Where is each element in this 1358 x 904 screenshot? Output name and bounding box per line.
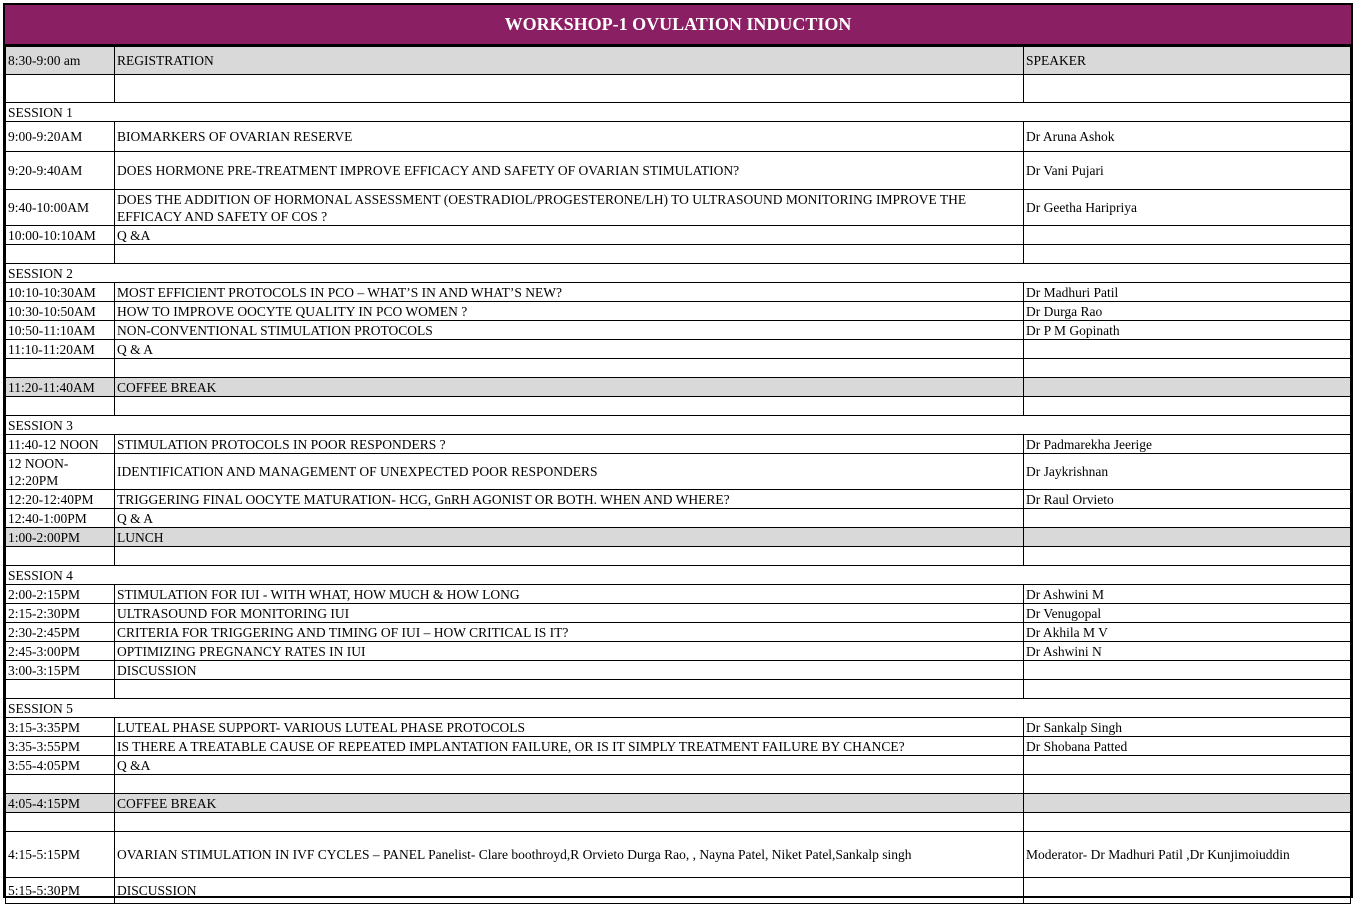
session-row bbox=[6, 416, 1351, 435]
topic-cell: REGISTRATION bbox=[115, 47, 1024, 75]
blank-row bbox=[6, 75, 1351, 103]
topic-cell: MOST EFFICIENT PROTOCOLS IN PCO – WHAT’S IN AND WHAT’S NEW? bbox=[115, 283, 1024, 302]
time-cell: 10:10-10:30AM bbox=[6, 283, 115, 302]
blank-row bbox=[6, 813, 1351, 832]
topic-cell: OVARIAN STIMULATION IN IVF CYCLES – PANEL Panelist- Clare boothroyd,R Orvieto Durga Rao, , Nayna Patel, Niket Patel,Sankalp singh bbox=[115, 832, 1024, 878]
table-row bbox=[6, 490, 1351, 509]
topic-cell: CRITERIA FOR TRIGGERING AND TIMING OF IUI – HOW CRITICAL IS IT? bbox=[115, 623, 1024, 642]
speaker-cell: Dr Vani Pujari bbox=[1024, 152, 1351, 190]
table-row bbox=[6, 340, 1351, 359]
table-row bbox=[6, 642, 1351, 661]
time-cell: 2:15-2:30PM bbox=[6, 604, 115, 623]
time-cell: 3:00-3:15PM bbox=[6, 661, 115, 680]
topic-cell: Q &A bbox=[115, 226, 1024, 245]
session-row bbox=[6, 103, 1351, 122]
table-row bbox=[6, 435, 1351, 454]
time-cell: 11:10-11:20AM bbox=[6, 340, 115, 359]
topic-cell: Q & A bbox=[115, 509, 1024, 528]
schedule-table bbox=[5, 46, 1351, 904]
topic-cell: Q & A bbox=[115, 340, 1024, 359]
speaker-cell: Dr Madhuri Patil bbox=[1024, 283, 1351, 302]
session-label: SESSION 3 bbox=[6, 416, 1351, 435]
time-cell bbox=[6, 547, 115, 566]
speaker-cell bbox=[1024, 878, 1351, 904]
topic-cell bbox=[115, 813, 1024, 832]
topic-cell: DISCUSSION bbox=[115, 878, 1024, 904]
table-row bbox=[6, 152, 1351, 190]
speaker-cell: Dr Ashwini M bbox=[1024, 585, 1351, 604]
topic-cell: STIMULATION FOR IUI - WITH WHAT, HOW MUCH & HOW LONG bbox=[115, 585, 1024, 604]
topic-cell bbox=[115, 547, 1024, 566]
table-row bbox=[6, 190, 1351, 226]
session-row bbox=[6, 264, 1351, 283]
table-row bbox=[6, 454, 1351, 490]
table-row bbox=[6, 302, 1351, 321]
topic-cell: DOES THE ADDITION OF HORMONAL ASSESSMENT (OESTRADIOL/PROGESTERONE/LH) TO ULTRASOUND MONITORING IMPROVE THE EFFICACY AND SAFETY OF COS ? bbox=[115, 190, 1024, 226]
topic-cell bbox=[115, 680, 1024, 699]
speaker-cell bbox=[1024, 547, 1351, 566]
time-cell: 8:30-9:00 am bbox=[6, 47, 115, 75]
table-row bbox=[6, 661, 1351, 680]
time-cell: 3:55-4:05PM bbox=[6, 756, 115, 775]
time-cell bbox=[6, 75, 115, 103]
blank-row bbox=[6, 245, 1351, 264]
speaker-cell bbox=[1024, 397, 1351, 416]
speaker-cell: Dr Sankalp Singh bbox=[1024, 718, 1351, 737]
table-row bbox=[6, 604, 1351, 623]
session-label: SESSION 1 bbox=[6, 103, 1351, 122]
topic-cell: LUNCH bbox=[115, 528, 1024, 547]
topic-cell bbox=[115, 397, 1024, 416]
topic-cell: IS THERE A TREATABLE CAUSE OF REPEATED IMPLANTATION FAILURE, OR IS IT SIMPLY TREATMENT FAILURE BY CHANCE? bbox=[115, 737, 1024, 756]
time-cell: 12:40-1:00PM bbox=[6, 509, 115, 528]
session-label: SESSION 4 bbox=[6, 566, 1351, 585]
speaker-cell bbox=[1024, 378, 1351, 397]
table-row bbox=[6, 226, 1351, 245]
speaker-cell: Dr Durga Rao bbox=[1024, 302, 1351, 321]
schedule-sheet bbox=[3, 3, 1353, 898]
table-row bbox=[6, 283, 1351, 302]
table-row bbox=[6, 585, 1351, 604]
time-cell: 9:00-9:20AM bbox=[6, 122, 115, 152]
table-row bbox=[6, 321, 1351, 340]
topic-cell: IDENTIFICATION AND MANAGEMENT OF UNEXPECTED POOR RESPONDERS bbox=[115, 454, 1024, 490]
speaker-cell bbox=[1024, 359, 1351, 378]
speaker-cell bbox=[1024, 226, 1351, 245]
time-cell bbox=[6, 397, 115, 416]
session-label: SESSION 5 bbox=[6, 699, 1351, 718]
speaker-cell: Dr Akhila M V bbox=[1024, 623, 1351, 642]
time-cell bbox=[6, 680, 115, 699]
blank-row bbox=[6, 680, 1351, 699]
table-row bbox=[6, 737, 1351, 756]
topic-cell: COFFEE BREAK bbox=[115, 794, 1024, 813]
time-cell: 9:20-9:40AM bbox=[6, 152, 115, 190]
speaker-cell: Dr Ashwini N bbox=[1024, 642, 1351, 661]
workshop-title: WORKSHOP-1 OVULATION INDUCTION bbox=[5, 5, 1351, 46]
speaker-cell: Dr Geetha Haripriya bbox=[1024, 190, 1351, 226]
speaker-cell: SPEAKER bbox=[1024, 47, 1351, 75]
speaker-cell bbox=[1024, 680, 1351, 699]
speaker-cell: Dr P M Gopinath bbox=[1024, 321, 1351, 340]
topic-cell: DISCUSSION bbox=[115, 661, 1024, 680]
speaker-cell bbox=[1024, 661, 1351, 680]
time-cell: 1:00-2:00PM bbox=[6, 528, 115, 547]
topic-cell: HOW TO IMPROVE OOCYTE QUALITY IN PCO WOMEN ? bbox=[115, 302, 1024, 321]
table-row bbox=[6, 122, 1351, 152]
time-cell: 10:50-11:10AM bbox=[6, 321, 115, 340]
topic-cell bbox=[115, 775, 1024, 794]
break-row bbox=[6, 378, 1351, 397]
speaker-cell bbox=[1024, 509, 1351, 528]
break-row bbox=[6, 528, 1351, 547]
session-row bbox=[6, 566, 1351, 585]
time-cell: 5:15-5:30PM bbox=[6, 878, 115, 904]
time-cell: 11:20-11:40AM bbox=[6, 378, 115, 397]
speaker-cell: Dr Raul Orvieto bbox=[1024, 490, 1351, 509]
speaker-cell: Dr Padmarekha Jeerige bbox=[1024, 435, 1351, 454]
topic-cell bbox=[115, 245, 1024, 264]
speaker-cell: Dr Venugopal bbox=[1024, 604, 1351, 623]
topic-cell bbox=[115, 75, 1024, 103]
time-cell: 12:20-12:40PM bbox=[6, 490, 115, 509]
speaker-cell bbox=[1024, 775, 1351, 794]
speaker-cell bbox=[1024, 813, 1351, 832]
topic-cell: COFFEE BREAK bbox=[115, 378, 1024, 397]
time-cell: 10:30-10:50AM bbox=[6, 302, 115, 321]
table-row bbox=[6, 623, 1351, 642]
topic-cell: STIMULATION PROTOCOLS IN POOR RESPONDERS ? bbox=[115, 435, 1024, 454]
table-row bbox=[6, 718, 1351, 737]
blank-row bbox=[6, 547, 1351, 566]
time-cell: 3:15-3:35PM bbox=[6, 718, 115, 737]
session-label: SESSION 2 bbox=[6, 264, 1351, 283]
time-cell bbox=[6, 245, 115, 264]
blank-row bbox=[6, 359, 1351, 378]
time-cell: 12 NOON-12:20PM bbox=[6, 454, 115, 490]
speaker-cell: Dr Aruna Ashok bbox=[1024, 122, 1351, 152]
blank-row bbox=[6, 397, 1351, 416]
topic-cell: NON-CONVENTIONAL STIMULATION PROTOCOLS bbox=[115, 321, 1024, 340]
topic-cell: LUTEAL PHASE SUPPORT- VARIOUS LUTEAL PHASE PROTOCOLS bbox=[115, 718, 1024, 737]
table-row bbox=[6, 509, 1351, 528]
topic-cell: BIOMARKERS OF OVARIAN RESERVE bbox=[115, 122, 1024, 152]
speaker-cell bbox=[1024, 756, 1351, 775]
time-cell: 3:35-3:55PM bbox=[6, 737, 115, 756]
topic-cell: Q &A bbox=[115, 756, 1024, 775]
blank-row bbox=[6, 775, 1351, 794]
topic-cell: TRIGGERING FINAL OOCYTE MATURATION- HCG, GnRH AGONIST OR BOTH. WHEN AND WHERE? bbox=[115, 490, 1024, 509]
time-cell bbox=[6, 359, 115, 378]
time-cell bbox=[6, 813, 115, 832]
speaker-cell bbox=[1024, 245, 1351, 264]
time-cell: 2:30-2:45PM bbox=[6, 623, 115, 642]
speaker-cell bbox=[1024, 75, 1351, 103]
table-row bbox=[6, 832, 1351, 878]
time-cell: 11:40-12 NOON bbox=[6, 435, 115, 454]
header-row bbox=[6, 47, 1351, 75]
time-cell bbox=[6, 775, 115, 794]
time-cell: 9:40-10:00AM bbox=[6, 190, 115, 226]
speaker-cell: Dr Jaykrishnan bbox=[1024, 454, 1351, 490]
time-cell: 10:00-10:10AM bbox=[6, 226, 115, 245]
table-row bbox=[6, 878, 1351, 904]
session-row bbox=[6, 699, 1351, 718]
topic-cell: OPTIMIZING PREGNANCY RATES IN IUI bbox=[115, 642, 1024, 661]
topic-cell bbox=[115, 359, 1024, 378]
time-cell: 2:45-3:00PM bbox=[6, 642, 115, 661]
table-row bbox=[6, 756, 1351, 775]
speaker-cell: Dr Shobana Patted bbox=[1024, 737, 1351, 756]
speaker-cell: Moderator- Dr Madhuri Patil ,Dr Kunjimoiuddin bbox=[1024, 832, 1351, 878]
time-cell: 4:15-5:15PM bbox=[6, 832, 115, 878]
speaker-cell bbox=[1024, 794, 1351, 813]
topic-cell: DOES HORMONE PRE-TREATMENT IMPROVE EFFICACY AND SAFETY OF OVARIAN STIMULATION? bbox=[115, 152, 1024, 190]
speaker-cell bbox=[1024, 340, 1351, 359]
time-cell: 2:00-2:15PM bbox=[6, 585, 115, 604]
time-cell: 4:05-4:15PM bbox=[6, 794, 115, 813]
speaker-cell bbox=[1024, 528, 1351, 547]
topic-cell: ULTRASOUND FOR MONITORING IUI bbox=[115, 604, 1024, 623]
break-row bbox=[6, 794, 1351, 813]
